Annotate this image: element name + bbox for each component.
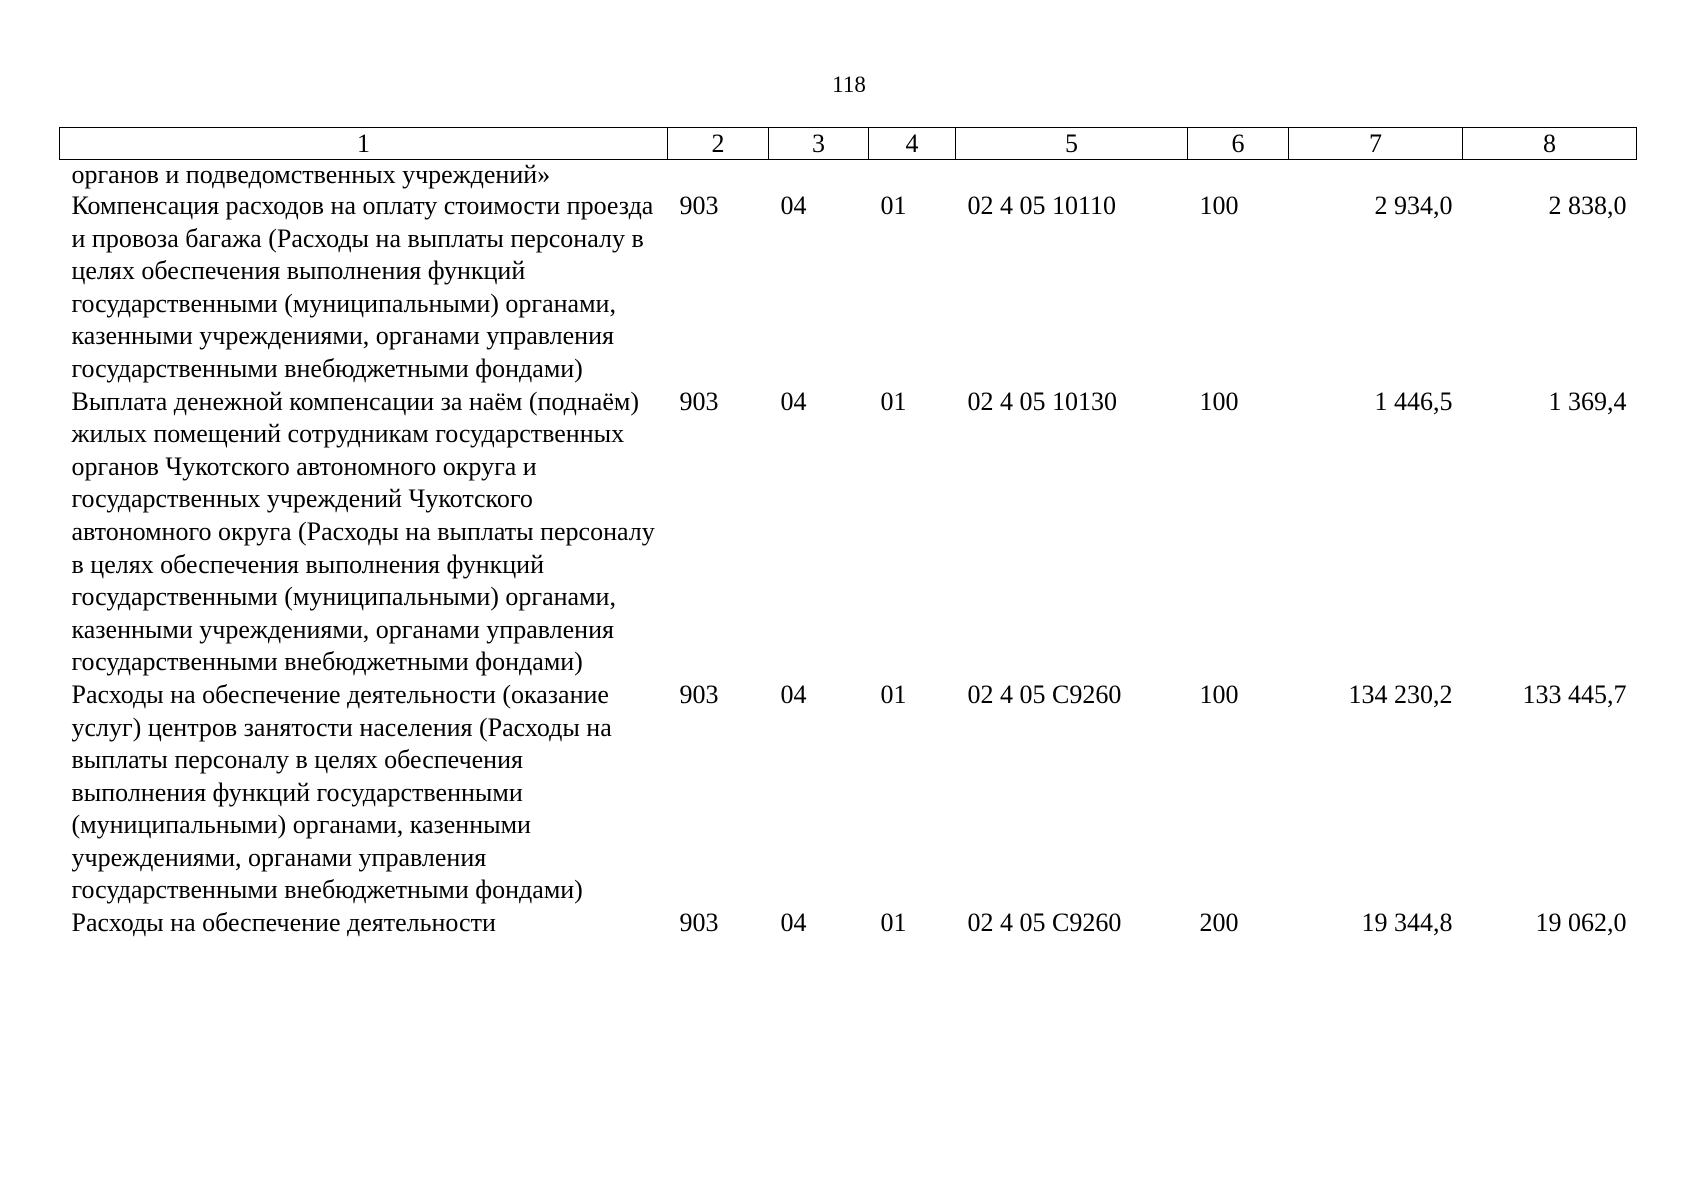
column-header-4: 4 — [869, 128, 956, 160]
column-header-1: 1 — [60, 128, 668, 160]
header-row — [60, 128, 1637, 160]
column-header-5: 5 — [956, 128, 1188, 160]
row-subsection-code: 01 — [880, 679, 907, 709]
row-ministry-code: 903 — [679, 679, 719, 709]
row-description: Компенсация расходов на оплату стоимости проезда и провоза багажа (Расходы на выплаты персоналу в целях обеспечения выполнения функций государственными (муниципальными) органами, казенными учреждениями, органами управления государственными внебюджетными фондами) — [71, 191, 654, 383]
table-row — [60, 907, 1637, 940]
row-amount-7: 1 446,5 — [1374, 386, 1453, 416]
row-ministry-code: 903 — [679, 191, 719, 220]
continuation-text: органов и подведомственных учреждений» — [71, 160, 551, 189]
row-section-code: 04 — [780, 679, 807, 709]
column-header-2: 2 — [668, 128, 769, 160]
row-section-code: 04 — [780, 386, 807, 416]
row-target-code: 02 4 05 10110 — [967, 191, 1117, 220]
row-amount-7: 134 230,2 — [1348, 679, 1453, 709]
row-amount-8: 19 062,0 — [1535, 908, 1627, 938]
column-header-7: 7 — [1289, 128, 1463, 160]
page-number: 118 — [832, 72, 866, 97]
column-header-3: 3 — [769, 128, 869, 160]
row-ministry-code: 903 — [679, 908, 719, 938]
row-section-code: 04 — [780, 908, 807, 938]
row-amount-8: 1 369,4 — [1548, 386, 1627, 416]
row-expense-type: 100 — [1199, 679, 1239, 709]
row-subsection-code: 01 — [880, 191, 907, 220]
row-target-code: 02 4 05 10130 — [967, 386, 1117, 416]
row-section-code: 04 — [780, 191, 807, 220]
row-target-code: 02 4 05 С9260 — [967, 908, 1122, 938]
table-row — [60, 386, 1637, 679]
row-amount-7: 2 934,0 — [1374, 191, 1453, 220]
column-header-8: 8 — [1463, 128, 1637, 160]
row-subsection-code: 01 — [880, 386, 907, 416]
row-ministry-code: 903 — [679, 386, 719, 416]
row-expense-type: 200 — [1199, 908, 1239, 938]
column-header-6: 6 — [1188, 128, 1289, 160]
row-description: Выплата денежной компенсации за наём (поднаём) жилых помещений сотрудникам государственных органов Чукотского автономного округа и государственных учреждений Чукотского автономного округа (Расходы на выплаты персоналу в целях обеспечения выполнения функций государственными (муниципальными) органами, казенными учреждениями, органами управления государственными внебюджетными фондами) — [71, 386, 655, 677]
row-amount-7: 19 344,8 — [1361, 908, 1453, 938]
budget-table — [59, 127, 1637, 940]
row-expense-type: 100 — [1199, 191, 1239, 220]
table-row — [60, 190, 1637, 386]
row-description: Расходы на обеспечение деятельности (оказание услуг) центров занятости населения (Расходы на выплаты персоналу в целях обеспечения выполнения функций государственными (муниципальными) органами, казенными учреждениями, органами управления государственными внебюджетными фондами) — [71, 679, 612, 905]
row-amount-8: 2 838,0 — [1548, 191, 1627, 220]
row-subsection-code: 01 — [880, 908, 907, 938]
row-description: Расходы на обеспечение деятельности — [71, 908, 496, 938]
continuation-row — [60, 160, 1637, 191]
table-row — [60, 679, 1637, 907]
row-target-code: 02 4 05 С9260 — [967, 679, 1122, 709]
row-expense-type: 100 — [1199, 386, 1239, 416]
row-amount-8: 133 445,7 — [1522, 679, 1627, 709]
